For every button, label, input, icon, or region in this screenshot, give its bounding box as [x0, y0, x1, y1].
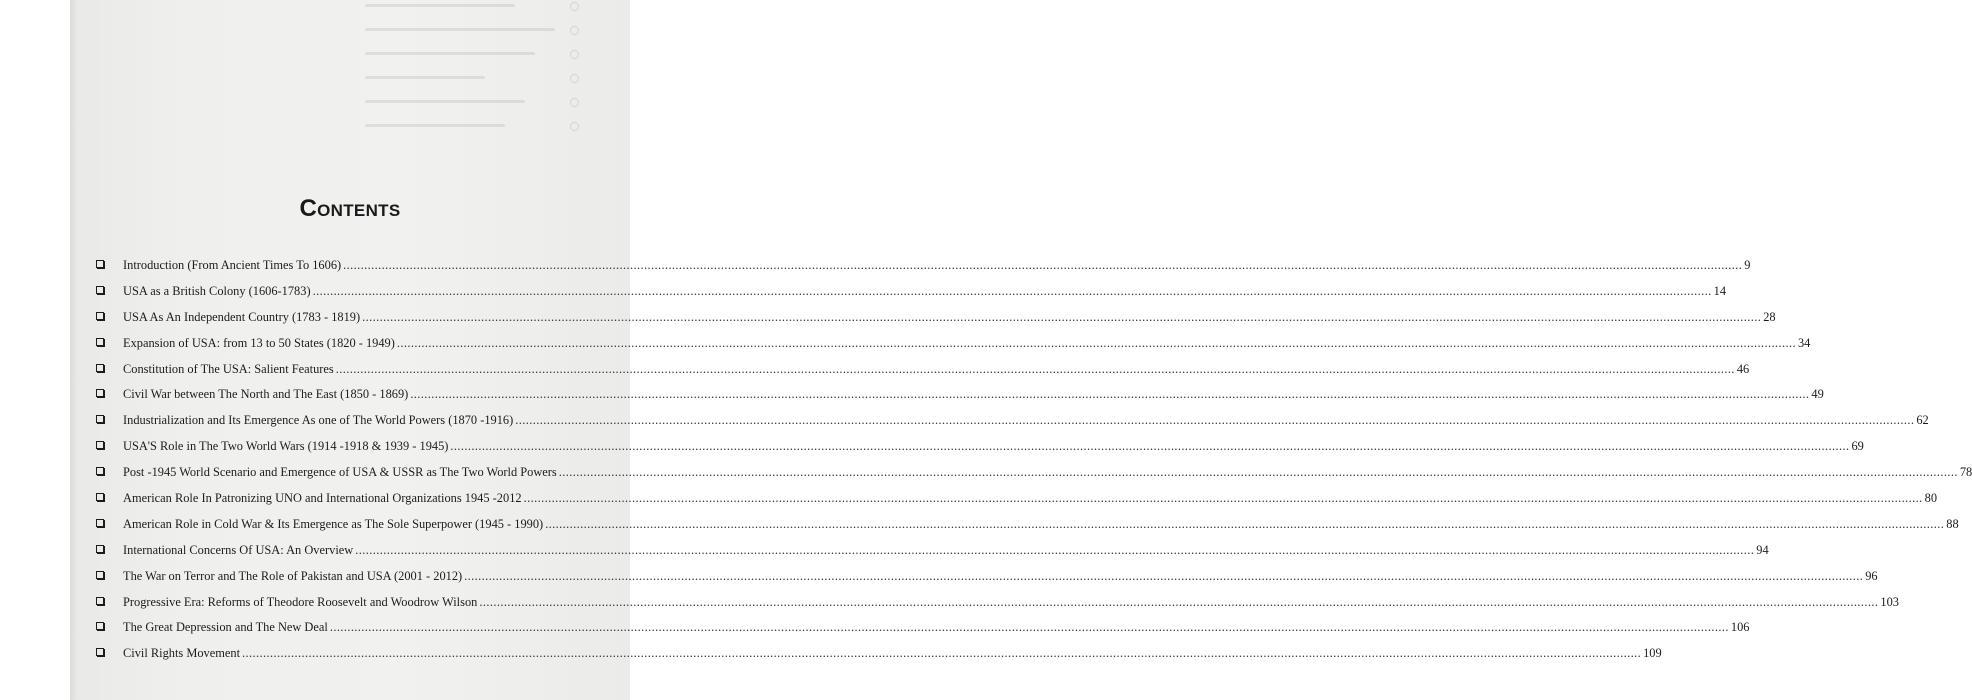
- toc-entry: [96, 258, 1751, 284]
- toc-entry-title: Post -1945 World Scenario and Emergence of USA & USSR as The Two World Powers: [123, 465, 557, 480]
- toc-entry-page-number: 69: [1851, 439, 1864, 454]
- dot-leader: ................................................................................................................................................................................................................................................................................................................................................................................................................: [343, 258, 1743, 272]
- dot-leader: ................................................................................................................................................................................................................................................................................................................................................................................................................: [479, 594, 1879, 609]
- dot-leader: ................................................................................................................................................................................................................................................................................................................................................................................................................: [545, 516, 1945, 531]
- toc-entry-title: Progressive Era: Reforms of Theodore Roosevelt and Woodrow Wilson: [123, 594, 478, 609]
- toc-entry: [96, 309, 1776, 336]
- toc-entry: [96, 335, 1811, 362]
- checkbox-bullet-icon: [96, 493, 104, 501]
- toc-entry-page-number: 96: [1865, 568, 1878, 583]
- checkbox-bullet-icon: [96, 389, 104, 397]
- toc-entry-title: Industrialization and Its Emergence As one of The World Powers (1870 -1916): [123, 413, 514, 428]
- toc-entry-title: American Role In Patronizing UNO and International Organizations 1945 -2012: [123, 491, 522, 506]
- checkbox-bullet-icon: [96, 519, 104, 527]
- toc-entry: [96, 387, 1824, 413]
- dot-leader: ................................................................................................................................................................................................................................................................................................................................................................................................................: [515, 413, 1915, 428]
- checkbox-bullet-icon: [96, 415, 104, 423]
- dot-leader: ................................................................................................................................................................................................................................................................................................................................................................................................................: [523, 491, 1923, 506]
- toc-entry-title: USA'S Role in The Two World Wars (1914 -1918 & 1939 - 1945): [123, 439, 449, 454]
- toc-entry-title: International Concerns Of USA: An Overview: [123, 542, 354, 557]
- toc-entry-page-number: 94: [1756, 542, 1769, 557]
- dot-leader: ................................................................................................................................................................................................................................................................................................................................................................................................................: [464, 568, 1864, 583]
- toc-entry-title: USA As An Independent Country (1783 - 1819): [123, 309, 361, 324]
- toc-entry: [96, 516, 1959, 543]
- toc-entry: [96, 439, 1864, 465]
- toc-entry-page-number: 80: [1924, 491, 1938, 506]
- contents-heading: Contents: [299, 195, 401, 222]
- toc-entry-page-number: 103: [1880, 594, 1899, 609]
- toc-entry: [96, 594, 1899, 621]
- dot-leader: ................................................................................................................................................................................................................................................................................................................................................................................................................: [558, 465, 1958, 480]
- toc-entry-title: Introduction (From Ancient Times To 1606): [123, 258, 342, 272]
- dot-leader: ................................................................................................................................................................................................................................................................................................................................................................................................................: [362, 309, 1762, 324]
- toc-entry: [96, 646, 1662, 672]
- book-page: [70, 0, 1972, 700]
- reverse-side-show-through: [325, 0, 585, 140]
- toc-entry-page-number: 106: [1730, 620, 1750, 635]
- toc-entry-title: Civil Rights Movement: [123, 646, 241, 661]
- checkbox-bullet-icon: [96, 441, 104, 449]
- toc-entry-page-number: 62: [1916, 413, 1929, 428]
- toc-entry-title: Civil War between The North and The East (1850 - 1869): [123, 387, 409, 402]
- toc-entry-page-number: 109: [1643, 646, 1662, 661]
- toc-entry: [96, 361, 1750, 388]
- dot-leader: ................................................................................................................................................................................................................................................................................................................................................................................................................: [335, 361, 1735, 376]
- dot-leader: ................................................................................................................................................................................................................................................................................................................................................................................................................: [329, 620, 1729, 635]
- checkbox-bullet-icon: [96, 286, 104, 294]
- checkbox-bullet-icon: [96, 364, 104, 372]
- toc-entry-title: Constitution of The USA: Salient Features: [123, 361, 334, 376]
- dot-leader: ................................................................................................................................................................................................................................................................................................................................................................................................................: [410, 387, 1810, 402]
- toc-entry-page-number: 34: [1797, 335, 1811, 350]
- toc-entry: [96, 620, 1750, 646]
- toc-entry-title: The War on Terror and The Role of Pakistan and USA (2001 - 2012): [123, 568, 463, 583]
- toc-entry: [96, 542, 1769, 569]
- checkbox-bullet-icon: [96, 648, 104, 656]
- toc-entry-title: USA as a British Colony (1606-1783): [123, 283, 311, 298]
- toc-entry: [96, 283, 1727, 310]
- checkbox-bullet-icon: [96, 260, 104, 268]
- checkbox-bullet-icon: [96, 338, 104, 346]
- checkbox-bullet-icon: [96, 467, 104, 475]
- dot-leader: ................................................................................................................................................................................................................................................................................................................................................................................................................: [396, 335, 1796, 350]
- toc-entry-page-number: 49: [1811, 387, 1824, 402]
- dot-leader: ................................................................................................................................................................................................................................................................................................................................................................................................................: [355, 542, 1755, 557]
- checkbox-bullet-icon: [96, 597, 104, 605]
- toc-entry: [96, 413, 1929, 439]
- checkbox-bullet-icon: [96, 312, 104, 320]
- checkbox-bullet-icon: [96, 622, 104, 630]
- toc-entry-title: The Great Depression and The New Deal: [123, 620, 328, 635]
- table-of-contents: [96, 258, 1972, 672]
- toc-entry: [96, 568, 1878, 595]
- toc-entry-page-number: 28: [1763, 309, 1776, 324]
- toc-entry: [96, 491, 1938, 517]
- checkbox-bullet-icon: [96, 545, 104, 553]
- toc-entry-page-number: 46: [1736, 361, 1750, 376]
- toc-entry: [96, 465, 1972, 491]
- dot-leader: ................................................................................................................................................................................................................................................................................................................................................................................................................: [450, 439, 1850, 454]
- toc-entry-title: American Role in Cold War & Its Emergence as The Sole Superpower (1945 - 1990): [123, 516, 544, 531]
- toc-entry-page-number: 14: [1713, 283, 1727, 298]
- dot-leader: ................................................................................................................................................................................................................................................................................................................................................................................................................: [312, 283, 1712, 298]
- toc-entry-page-number: 88: [1946, 516, 1959, 531]
- toc-entry-page-number: 78: [1959, 465, 1972, 480]
- toc-entry-title: Expansion of USA: from 13 to 50 States (1820 - 1949): [123, 335, 395, 350]
- checkbox-bullet-icon: [96, 571, 104, 579]
- dot-leader: ................................................................................................................................................................................................................................................................................................................................................................................................................: [242, 646, 1642, 661]
- toc-entry-page-number: 9: [1744, 258, 1751, 272]
